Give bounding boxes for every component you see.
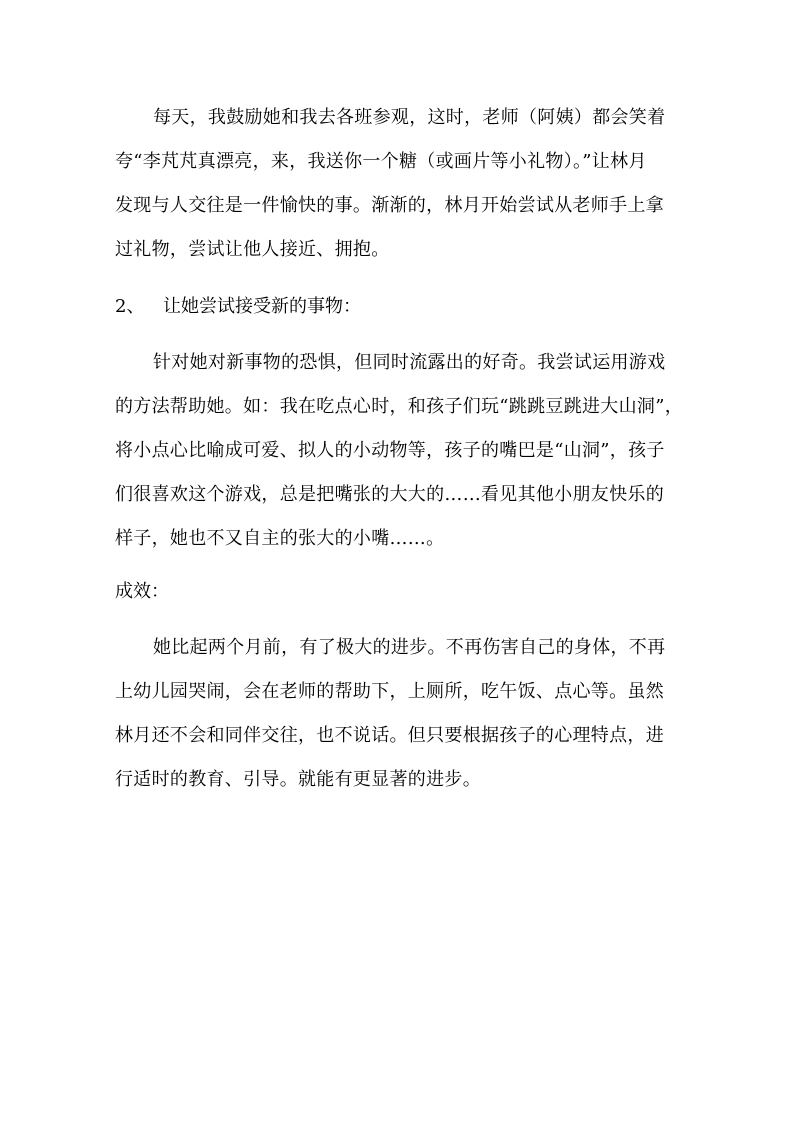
section-title: 让她尝试接受新的事物： xyxy=(163,296,361,317)
paragraph-line: 林月还不会和同伴交往，也不说话。但只要根据孩子的心理特点，进 xyxy=(115,725,664,746)
paragraph-line: 将小点心比喻成可爱、拟人的小动物等，孩子的嘴巴是“山洞”，孩子 xyxy=(115,440,665,461)
paragraph-line: 的方法帮助她。如：我在吃点心时，和孩子们玩“跳跳豆跳进大山洞”， xyxy=(115,396,684,417)
paragraph-line: 过礼物，尝试让他人接近、拥抱。 xyxy=(115,239,390,260)
paragraph-line: 她比起两个月前，有了极大的进步。不再伤害自己的身体，不再 xyxy=(153,637,666,658)
result-heading-text: 成效： xyxy=(115,581,169,602)
paragraph-line: 们很喜欢这个游戏，总是把嘴张的大大的……看见其他小朋友快乐的 xyxy=(115,484,664,505)
paragraph-line: 样子，她也不又自主的张大的小嘴……。 xyxy=(115,528,445,549)
paragraph-encouragement xyxy=(115,101,685,277)
section-heading-2 xyxy=(115,290,361,324)
paragraph-line: 发现与人交往是一件愉快的事。渐渐的，林月开始尝试从老师手上拿 xyxy=(115,195,664,216)
paragraph-results xyxy=(115,631,685,807)
paragraph-line: 上幼儿园哭闹，会在老师的帮助下，上厕所，吃午饭、点心等。虽然 xyxy=(115,681,664,702)
paragraph-new-things xyxy=(115,346,685,566)
paragraph-line: 夸“李芃芃真漂亮，来，我送你一个糖（或画片等小礼物）。”让林月 xyxy=(115,151,647,172)
result-heading xyxy=(115,575,169,609)
paragraph-line: 每天，我鼓励她和我去各班参观，这时，老师（阿姨）都会笑着 xyxy=(153,107,666,128)
paragraph-line: 行适时的教育、引导。就能有更显著的进步。 xyxy=(115,769,481,790)
paragraph-line: 针对她对新事物的恐惧，但同时流露出的好奇。我尝试运用游戏 xyxy=(153,352,666,373)
section-number: 2、 xyxy=(115,296,145,317)
